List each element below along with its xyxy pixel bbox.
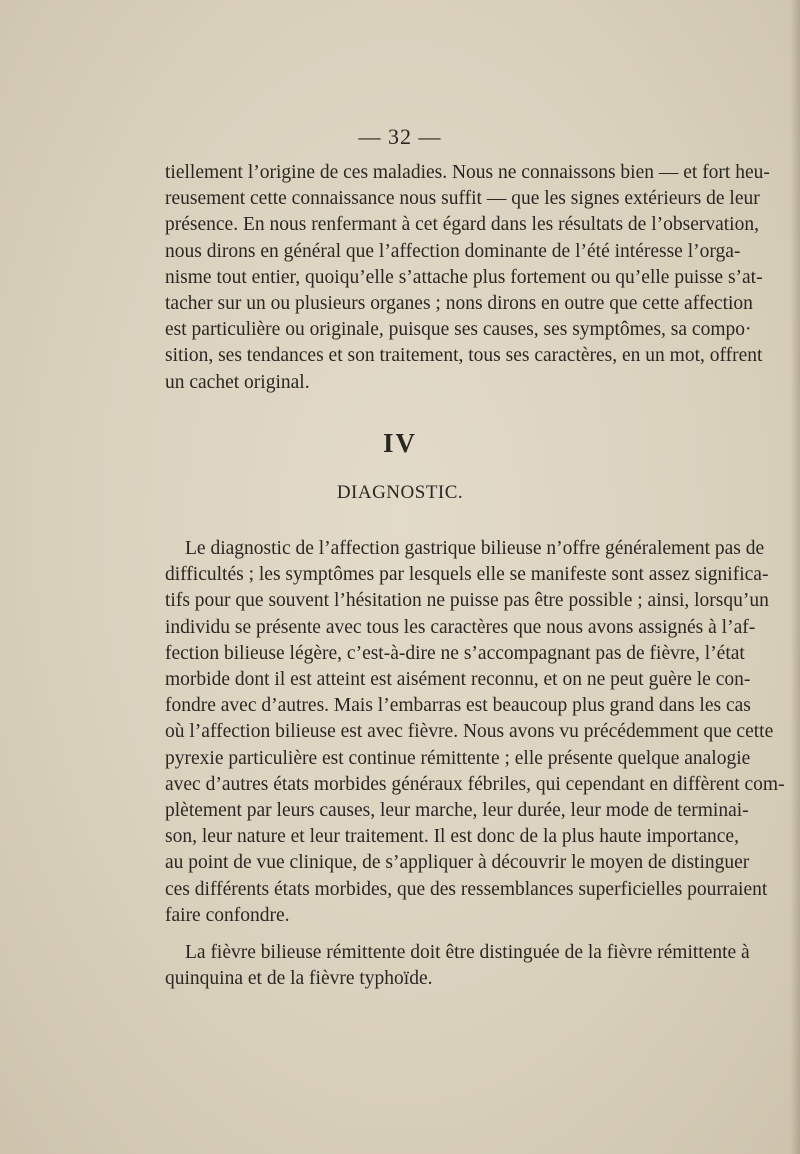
- text-line: est particulière ou originale, puisque ses causes, ses symptômes, sa compo·: [165, 319, 752, 341]
- page-edge-shadow: [790, 0, 800, 1154]
- text-line: avec d’autres états morbides généraux fébriles, qui cependant en diffèrent com-: [165, 773, 785, 795]
- text-line: faire confondre.: [165, 904, 290, 926]
- text-line: présence. En nous renfermant à cet égard dans les résultats de l’observation,: [165, 214, 759, 236]
- text-line: tacher sur un ou plusieurs organes ; nons dirons en outre que cette affection: [165, 293, 753, 315]
- text-line: nisme tout entier, quoiqu’elle s’attache plus fortement ou qu’elle puisse s’at-: [165, 266, 763, 288]
- text-line: difficultés ; les symptômes par lesquels elle se manifeste sont assez significa-: [165, 564, 769, 586]
- text-line: La fièvre bilieuse rémittente doit être distinguée de la fièvre rémittente à: [185, 942, 750, 963]
- page-number: — 32 —: [358, 124, 442, 149]
- section-number: IV: [382, 428, 417, 458]
- text-line: au point de vue clinique, de s’appliquer à découvrir le moyen de distinguer: [165, 852, 750, 874]
- text-line: un cachet original.: [165, 371, 310, 393]
- intro-paragraph: [165, 160, 770, 396]
- text-line: reusement cette connaissance nous suffit — que les signes extérieurs de leur: [165, 188, 760, 210]
- text-line: où l’affection bilieuse est avec fièvre. Nous avons vu précédemment que cette: [165, 721, 774, 743]
- text-line: nous dirons en général que l’affection dominante de l’été intéresse l’orga-: [165, 240, 741, 262]
- section-title: DIAGNOSTIC.: [336, 482, 464, 503]
- fever-paragraph: [165, 940, 750, 992]
- diagnostic-paragraph: [165, 536, 785, 929]
- text-line: son, leur nature et leur traitement. Il est donc de la plus haute importance,: [165, 826, 739, 848]
- text-line: fection bilieuse légère, c’est-à-dire ne s’accompagnant pas de fièvre, l’état: [165, 642, 745, 664]
- text-line: tiellement l’origine de ces maladies. Nous ne connaissons bien — et fort heu-: [165, 162, 770, 183]
- text-line: morbide dont il est atteint est aisément reconnu, et on ne peut guère le con-: [165, 669, 751, 691]
- text-line: individu se présente avec tous les caractères que nous avons assignés à l’af-: [165, 616, 756, 638]
- text-line: quinquina et de la fièvre typhoïde.: [165, 968, 433, 990]
- text-line: Le diagnostic de l’affection gastrique bilieuse n’offre généralement pas de: [185, 538, 765, 559]
- text-line: fondre avec d’autres. Mais l’embarras est beaucoup plus grand dans les cas: [165, 695, 751, 717]
- text-line: tifs pour que souvent l’hésitation ne puisse pas être possible ; ainsi, lorsqu’un: [165, 590, 769, 612]
- text-line: plètement par leurs causes, leur marche, leur durée, leur mode de terminai-: [165, 800, 749, 822]
- text-line: sition, ses tendances et son traitement, tous ses caractères, en un mot, offrent: [165, 345, 763, 367]
- text-line: ces différents états morbides, que des ressemblances superficielles pourraient: [165, 878, 768, 900]
- text-line: pyrexie particulière est continue rémittente ; elle présente quelque analogie: [165, 747, 751, 769]
